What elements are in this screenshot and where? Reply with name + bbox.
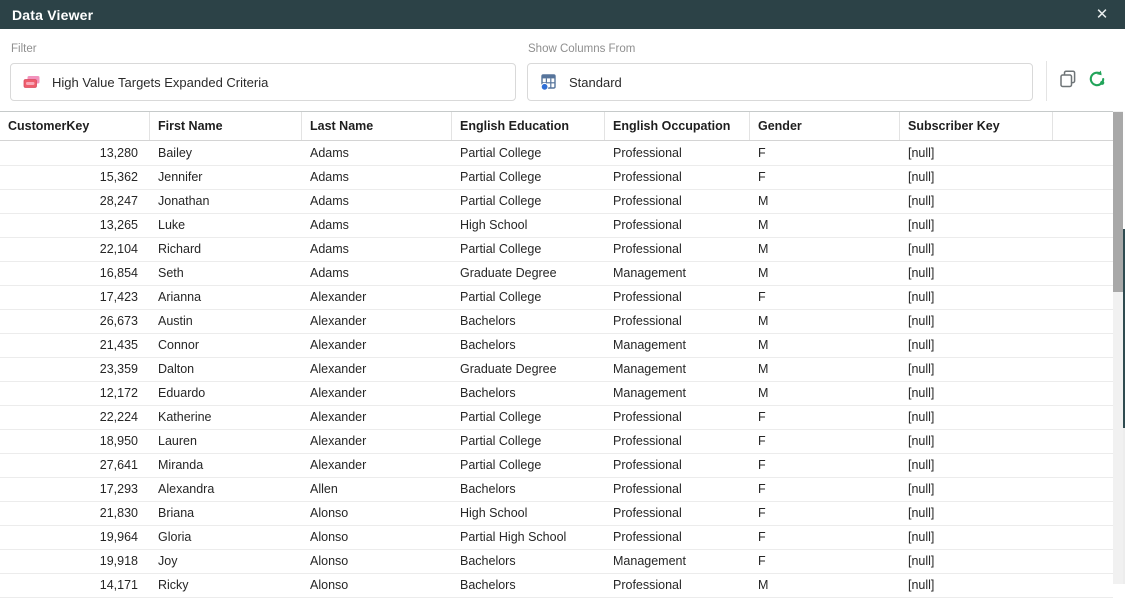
table-row[interactable] — [0, 262, 1113, 286]
cell-customer-key: 16,854 — [99, 266, 138, 280]
table-row[interactable] — [0, 406, 1113, 430]
table-row[interactable] — [0, 526, 1113, 550]
table-row[interactable] — [0, 574, 1113, 598]
table-body — [0, 142, 1113, 592]
cell-english-occupation: Professional — [613, 578, 682, 592]
cell-first-name: Joy — [158, 554, 178, 568]
cell-english-education: High School — [460, 506, 528, 520]
cell-customer-key: 27,641 — [99, 458, 138, 472]
table-header-row — [0, 112, 1113, 141]
cell-first-name: Briana — [158, 506, 195, 520]
cell-english-occupation: Professional — [613, 314, 682, 328]
cell-last-name: Adams — [310, 194, 349, 208]
cell-gender: M — [758, 362, 769, 376]
cell-filler — [1053, 502, 1113, 525]
cell-first-name: Ricky — [158, 578, 189, 592]
cell-subscriber-key: [null] — [908, 290, 935, 304]
cell-english-occupation: Management — [613, 554, 686, 568]
cell-last-name: Alexander — [310, 338, 367, 352]
vertical-scrollbar[interactable] — [1113, 111, 1123, 584]
cell-english-occupation: Professional — [613, 146, 682, 160]
cell-subscriber-key: [null] — [908, 314, 935, 328]
cell-customer-key: 23,359 — [99, 362, 138, 376]
cell-filler — [1053, 238, 1113, 261]
cell-last-name: Alonso — [310, 506, 349, 520]
cell-last-name: Alexander — [310, 410, 367, 424]
filter-select[interactable] — [10, 63, 516, 101]
cell-filler — [1053, 526, 1113, 549]
table-row[interactable] — [0, 214, 1113, 238]
copy-button[interactable] — [1056, 67, 1080, 91]
cell-last-name: Alexander — [310, 362, 367, 376]
cell-filler — [1053, 406, 1113, 429]
cell-subscriber-key: [null] — [908, 266, 935, 280]
cell-customer-key: 22,104 — [99, 242, 138, 256]
cell-english-occupation: Professional — [613, 410, 682, 424]
cell-gender: F — [758, 458, 766, 472]
cell-filler — [1053, 310, 1113, 333]
cell-gender: F — [758, 482, 766, 496]
cell-customer-key: 22,224 — [99, 410, 138, 424]
cell-english-education: Partial College — [460, 146, 542, 160]
column-header-english-education[interactable]: English Education — [452, 112, 605, 140]
cell-first-name: Eduardo — [158, 386, 206, 400]
cell-last-name: Adams — [310, 146, 349, 160]
cell-customer-key: 28,247 — [99, 194, 138, 208]
cell-subscriber-key: [null] — [908, 434, 935, 448]
cell-last-name: Adams — [310, 266, 349, 280]
cell-subscriber-key: [null] — [908, 242, 935, 256]
cell-english-occupation: Professional — [613, 290, 682, 304]
cell-english-occupation: Management — [613, 386, 686, 400]
titlebar — [0, 0, 1125, 29]
cell-filler — [1053, 142, 1113, 165]
refresh-button[interactable] — [1085, 67, 1109, 91]
cell-first-name: Jennifer — [158, 170, 203, 184]
show-columns-select[interactable] — [527, 63, 1033, 101]
cell-last-name: Adams — [310, 218, 349, 232]
cell-customer-key: 15,362 — [99, 170, 138, 184]
cell-customer-key: 26,673 — [99, 314, 138, 328]
cell-gender: M — [758, 218, 769, 232]
cell-customer-key: 13,265 — [99, 218, 138, 232]
cell-subscriber-key: [null] — [908, 410, 935, 424]
cell-english-occupation: Professional — [613, 530, 682, 544]
table-row[interactable] — [0, 310, 1113, 334]
cell-filler — [1053, 334, 1113, 357]
cell-english-education: Bachelors — [460, 314, 516, 328]
cell-english-occupation: Management — [613, 362, 686, 376]
cell-gender: F — [758, 146, 766, 160]
cell-english-education: Graduate Degree — [460, 266, 557, 280]
cell-english-education: Bachelors — [460, 386, 516, 400]
column-header-filler — [1053, 112, 1113, 140]
filter-label: Filter — [11, 43, 37, 55]
cell-english-education: Graduate Degree — [460, 362, 557, 376]
cell-first-name: Katherine — [158, 410, 212, 424]
cell-last-name: Alonso — [310, 554, 349, 568]
cell-filler — [1053, 574, 1113, 597]
cell-last-name: Alexander — [310, 434, 367, 448]
close-icon[interactable]: ✕ — [1095, 6, 1109, 23]
show-columns-label: Show Columns From — [528, 43, 636, 55]
cell-subscriber-key: [null] — [908, 146, 935, 160]
cell-first-name: Arianna — [158, 290, 202, 304]
cell-subscriber-key: [null] — [908, 194, 935, 208]
cell-english-education: Bachelors — [460, 482, 516, 496]
cell-last-name: Alexander — [310, 314, 367, 328]
column-header-subscriber-key[interactable]: Subscriber Key — [900, 112, 1053, 140]
cell-customer-key: 13,280 — [99, 146, 138, 160]
cell-subscriber-key: [null] — [908, 458, 935, 472]
cell-subscriber-key: [null] — [908, 482, 935, 496]
cell-subscriber-key: [null] — [908, 170, 935, 184]
cell-english-education: Partial College — [460, 194, 542, 208]
cell-first-name: Austin — [158, 314, 193, 328]
cell-last-name: Alonso — [310, 530, 349, 544]
cell-gender: F — [758, 506, 766, 520]
cell-english-education: Partial College — [460, 458, 542, 472]
cell-filler — [1053, 214, 1113, 237]
table-row[interactable] — [0, 142, 1113, 166]
cell-english-occupation: Professional — [613, 242, 682, 256]
table-row[interactable] — [0, 166, 1113, 190]
cell-english-education: Bachelors — [460, 578, 516, 592]
cell-english-occupation: Professional — [613, 434, 682, 448]
table-row[interactable] — [0, 550, 1113, 574]
table-row[interactable] — [0, 502, 1113, 526]
cell-last-name: Alexander — [310, 290, 367, 304]
data-table — [0, 111, 1125, 592]
cell-english-occupation: Management — [613, 338, 686, 352]
cell-first-name: Bailey — [158, 146, 193, 160]
copy-icon — [1058, 69, 1078, 89]
cell-english-occupation: Professional — [613, 194, 682, 208]
cell-filler — [1053, 382, 1113, 405]
cell-gender: F — [758, 554, 766, 568]
cell-first-name: Alexandra — [158, 482, 215, 496]
cell-last-name: Allen — [310, 482, 338, 496]
cell-english-occupation: Management — [613, 266, 686, 280]
cell-customer-key: 21,435 — [99, 338, 138, 352]
cell-first-name: Gloria — [158, 530, 192, 544]
cell-customer-key: 14,171 — [99, 578, 138, 592]
table-row[interactable] — [0, 238, 1113, 262]
cell-subscriber-key: [null] — [908, 362, 935, 376]
cell-first-name: Lauren — [158, 434, 197, 448]
column-header-last-name[interactable]: Last Name — [302, 112, 452, 140]
cell-english-education: Partial College — [460, 170, 542, 184]
refresh-icon — [1087, 69, 1107, 89]
cell-subscriber-key: [null] — [908, 530, 935, 544]
cell-customer-key: 17,423 — [99, 290, 138, 304]
table-grid-icon — [540, 73, 558, 91]
cell-first-name: Connor — [158, 338, 199, 352]
cell-last-name: Alexander — [310, 458, 367, 472]
cell-subscriber-key: [null] — [908, 386, 935, 400]
cell-subscriber-key: [null] — [908, 218, 935, 232]
cell-filler — [1053, 358, 1113, 381]
cell-last-name: Adams — [310, 242, 349, 256]
cell-customer-key: 12,172 — [99, 386, 138, 400]
show-columns-value: Standard — [569, 74, 622, 90]
cell-english-education: Bachelors — [460, 554, 516, 568]
cell-english-education: Partial High School — [460, 530, 567, 544]
cell-subscriber-key: [null] — [908, 506, 935, 520]
table-row[interactable] — [0, 334, 1113, 358]
cell-english-occupation: Professional — [613, 170, 682, 184]
cell-last-name: Adams — [310, 170, 349, 184]
cell-english-occupation: Professional — [613, 482, 682, 496]
cell-last-name: Alexander — [310, 386, 367, 400]
cell-english-education: Bachelors — [460, 338, 516, 352]
cell-first-name: Seth — [158, 266, 184, 280]
table-row[interactable] — [0, 190, 1113, 214]
table-row[interactable] — [0, 358, 1113, 382]
toolbar — [0, 29, 1125, 111]
cell-gender: F — [758, 434, 766, 448]
cell-subscriber-key: [null] — [908, 578, 935, 592]
cell-gender: F — [758, 530, 766, 544]
cell-filler — [1053, 430, 1113, 453]
cell-first-name: Dalton — [158, 362, 195, 376]
filter-value: High Value Targets Expanded Criteria — [52, 74, 269, 90]
cell-gender: F — [758, 170, 766, 184]
cell-first-name: Luke — [158, 218, 186, 232]
column-header-gender[interactable]: Gender — [750, 112, 900, 140]
table-row[interactable] — [0, 430, 1113, 454]
cell-customer-key: 17,293 — [99, 482, 138, 496]
table-row[interactable] — [0, 382, 1113, 406]
cell-first-name: Jonathan — [158, 194, 210, 208]
cell-english-occupation: Professional — [613, 506, 682, 520]
column-header-first-name[interactable]: First Name — [150, 112, 302, 140]
cell-gender: M — [758, 338, 769, 352]
cell-gender: F — [758, 290, 766, 304]
cell-customer-key: 18,950 — [99, 434, 138, 448]
filter-cards-icon — [23, 75, 41, 89]
column-header-english-occupation[interactable]: English Occupation — [605, 112, 750, 140]
cell-english-education: High School — [460, 218, 528, 232]
cell-first-name: Richard — [158, 242, 202, 256]
cell-gender: M — [758, 266, 769, 280]
scrollbar-thumb[interactable] — [1113, 112, 1123, 292]
table-row[interactable] — [0, 454, 1113, 478]
cell-filler — [1053, 478, 1113, 501]
cell-filler — [1053, 190, 1113, 213]
cell-subscriber-key: [null] — [908, 554, 935, 568]
cell-customer-key: 19,918 — [99, 554, 138, 568]
cell-filler — [1053, 262, 1113, 285]
cell-last-name: Alonso — [310, 578, 349, 592]
cell-gender: M — [758, 194, 769, 208]
column-header-customer-key[interactable]: CustomerKey — [0, 112, 150, 140]
window-title: Data Viewer — [12, 6, 94, 23]
table-row[interactable] — [0, 478, 1113, 502]
cell-gender: M — [758, 386, 769, 400]
cell-english-occupation: Professional — [613, 458, 682, 472]
cell-filler — [1053, 550, 1113, 573]
cell-first-name: Miranda — [158, 458, 204, 472]
cell-english-occupation: Professional — [613, 218, 682, 232]
cell-english-education: Partial College — [460, 242, 542, 256]
cell-filler — [1053, 454, 1113, 477]
cell-gender: M — [758, 578, 769, 592]
cell-customer-key: 19,964 — [99, 530, 138, 544]
cell-english-education: Partial College — [460, 410, 542, 424]
cell-english-education: Partial College — [460, 434, 542, 448]
cell-filler — [1053, 286, 1113, 309]
toolbar-divider — [1046, 61, 1047, 101]
cell-gender: M — [758, 314, 769, 328]
cell-gender: M — [758, 242, 769, 256]
cell-english-education: Partial College — [460, 290, 542, 304]
cell-filler — [1053, 166, 1113, 189]
cell-customer-key: 21,830 — [99, 506, 138, 520]
table-row[interactable] — [0, 286, 1113, 310]
cell-subscriber-key: [null] — [908, 338, 935, 352]
cell-gender: F — [758, 410, 766, 424]
